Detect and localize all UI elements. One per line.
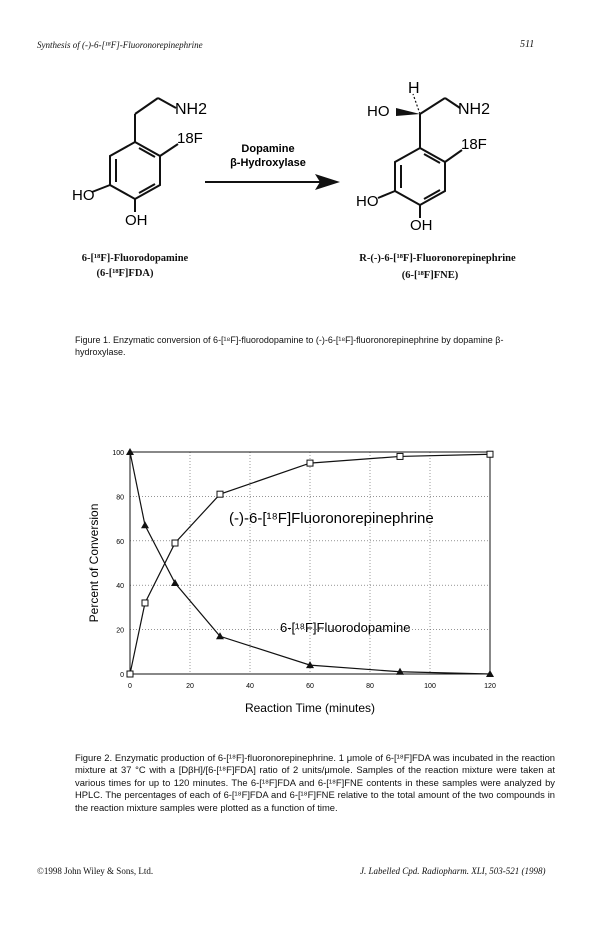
y-tick-label: 100	[112, 450, 124, 457]
fluoronorepinephrine-structure	[378, 94, 462, 218]
reagent-line2: β-Hydroxylase	[230, 157, 306, 169]
conversion-chart	[87, 440, 520, 730]
page-number: 511	[520, 39, 535, 50]
fda-data-point	[141, 521, 149, 528]
x-tick-label: 60	[306, 683, 314, 690]
footer-citation: J. Labelled Cpd. Radiopharm. XLI, 503-521 (1998)	[360, 866, 546, 876]
fne-data-point	[142, 600, 148, 606]
right-molecule-abbrev: (6-[¹⁸F]FNE)	[401, 270, 459, 281]
nh2-label: NH2	[458, 101, 491, 118]
wedge-bond	[396, 108, 420, 116]
left-molecule-name: 6-[¹⁸F]-Fluorodopamine	[81, 253, 189, 264]
x-tick-label: 0	[128, 683, 132, 690]
x-tick-label: 120	[484, 683, 496, 690]
y-tick-label: 80	[116, 494, 124, 502]
fne-annotation: (-)-6-[¹⁸F]Fluoronorepinephrine	[229, 510, 434, 528]
figure2-caption: Figure 2. Enzymatic production of 6-[¹⁸F]-fluoronorepinephrine. 1 μmole of 6-[¹⁸F]FDA was incubated in the reaction mixture at 37 °C with a [DβH]/[6-[¹⁸F]FDA] ratio of 2 units/μmole. Samples of the reaction mixture were taken at various times for up to 120 minutes. The 6-[¹⁸F]FDA and 6-[¹⁸F]FNE contents in these samples were analyzed by HPLC. The percentages of each of 6-[¹⁸F]FDA and 6-[¹⁸F]FNE relative to the total amount of the two compounds in the reaction mixture samples were plotted as a function of time.	[75, 752, 555, 813]
x-tick-label: 20	[186, 683, 194, 690]
oh-label: OH	[410, 217, 433, 234]
reaction-arrow	[205, 174, 340, 190]
x-tick-label: 80	[366, 683, 374, 690]
fluorine-label: 18F	[177, 130, 203, 147]
fluorodopamine-structure	[92, 98, 178, 212]
ho-label: HO	[356, 193, 379, 210]
fda-annotation: 6-[¹⁸F]Fluorodopamine	[280, 619, 411, 635]
running-header: Synthesis of (-)-6-[¹⁸F]-Fluoronorepinephrine	[37, 40, 203, 50]
fne-data-point	[397, 453, 403, 459]
fne-data-point	[217, 491, 223, 497]
fda-data-point	[171, 579, 179, 586]
y-tick-label: 40	[116, 583, 124, 591]
reagent-line1: Dopamine	[241, 143, 295, 155]
fne-data-point	[127, 671, 133, 677]
y-tick-label: 20	[116, 627, 124, 635]
fne-data-point	[487, 451, 493, 457]
left-molecule-abbrev: (6-[¹⁸F]FDA)	[96, 268, 154, 279]
footer-copyright: ©1998 John Wiley & Sons, Ltd.	[37, 866, 154, 876]
fne-data-point	[307, 460, 313, 466]
y-tick-label: 0	[120, 672, 124, 679]
figure1-caption: Figure 1. Enzymatic conversion of 6-[¹⁸F]-fluorodopamine to (-)-6-[¹⁸F]-fluoronorepinephrine by dopamine β-hydroxylase.	[75, 335, 504, 357]
y-tick-label: 60	[116, 538, 124, 546]
fne-data-point	[172, 540, 178, 546]
nh2-label: NH2	[175, 101, 208, 118]
x-tick-label: 100	[424, 683, 436, 690]
ho-top-label: HO	[367, 103, 390, 120]
reaction-scheme	[0, 70, 603, 240]
fluorine-label: 18F	[461, 136, 487, 153]
ho-label: HO	[72, 187, 95, 204]
x-axis-label: Reaction Time (minutes)	[244, 701, 376, 715]
x-tick-label: 40	[246, 683, 254, 690]
y-axis-label: Percent of Conversion	[87, 503, 101, 623]
right-molecule-name: R-(-)-6-[¹⁸F]-Fluoronorepinephrine	[359, 253, 516, 264]
chart-svg	[87, 440, 520, 730]
oh-label: OH	[125, 212, 148, 229]
h-label: H	[408, 80, 420, 97]
